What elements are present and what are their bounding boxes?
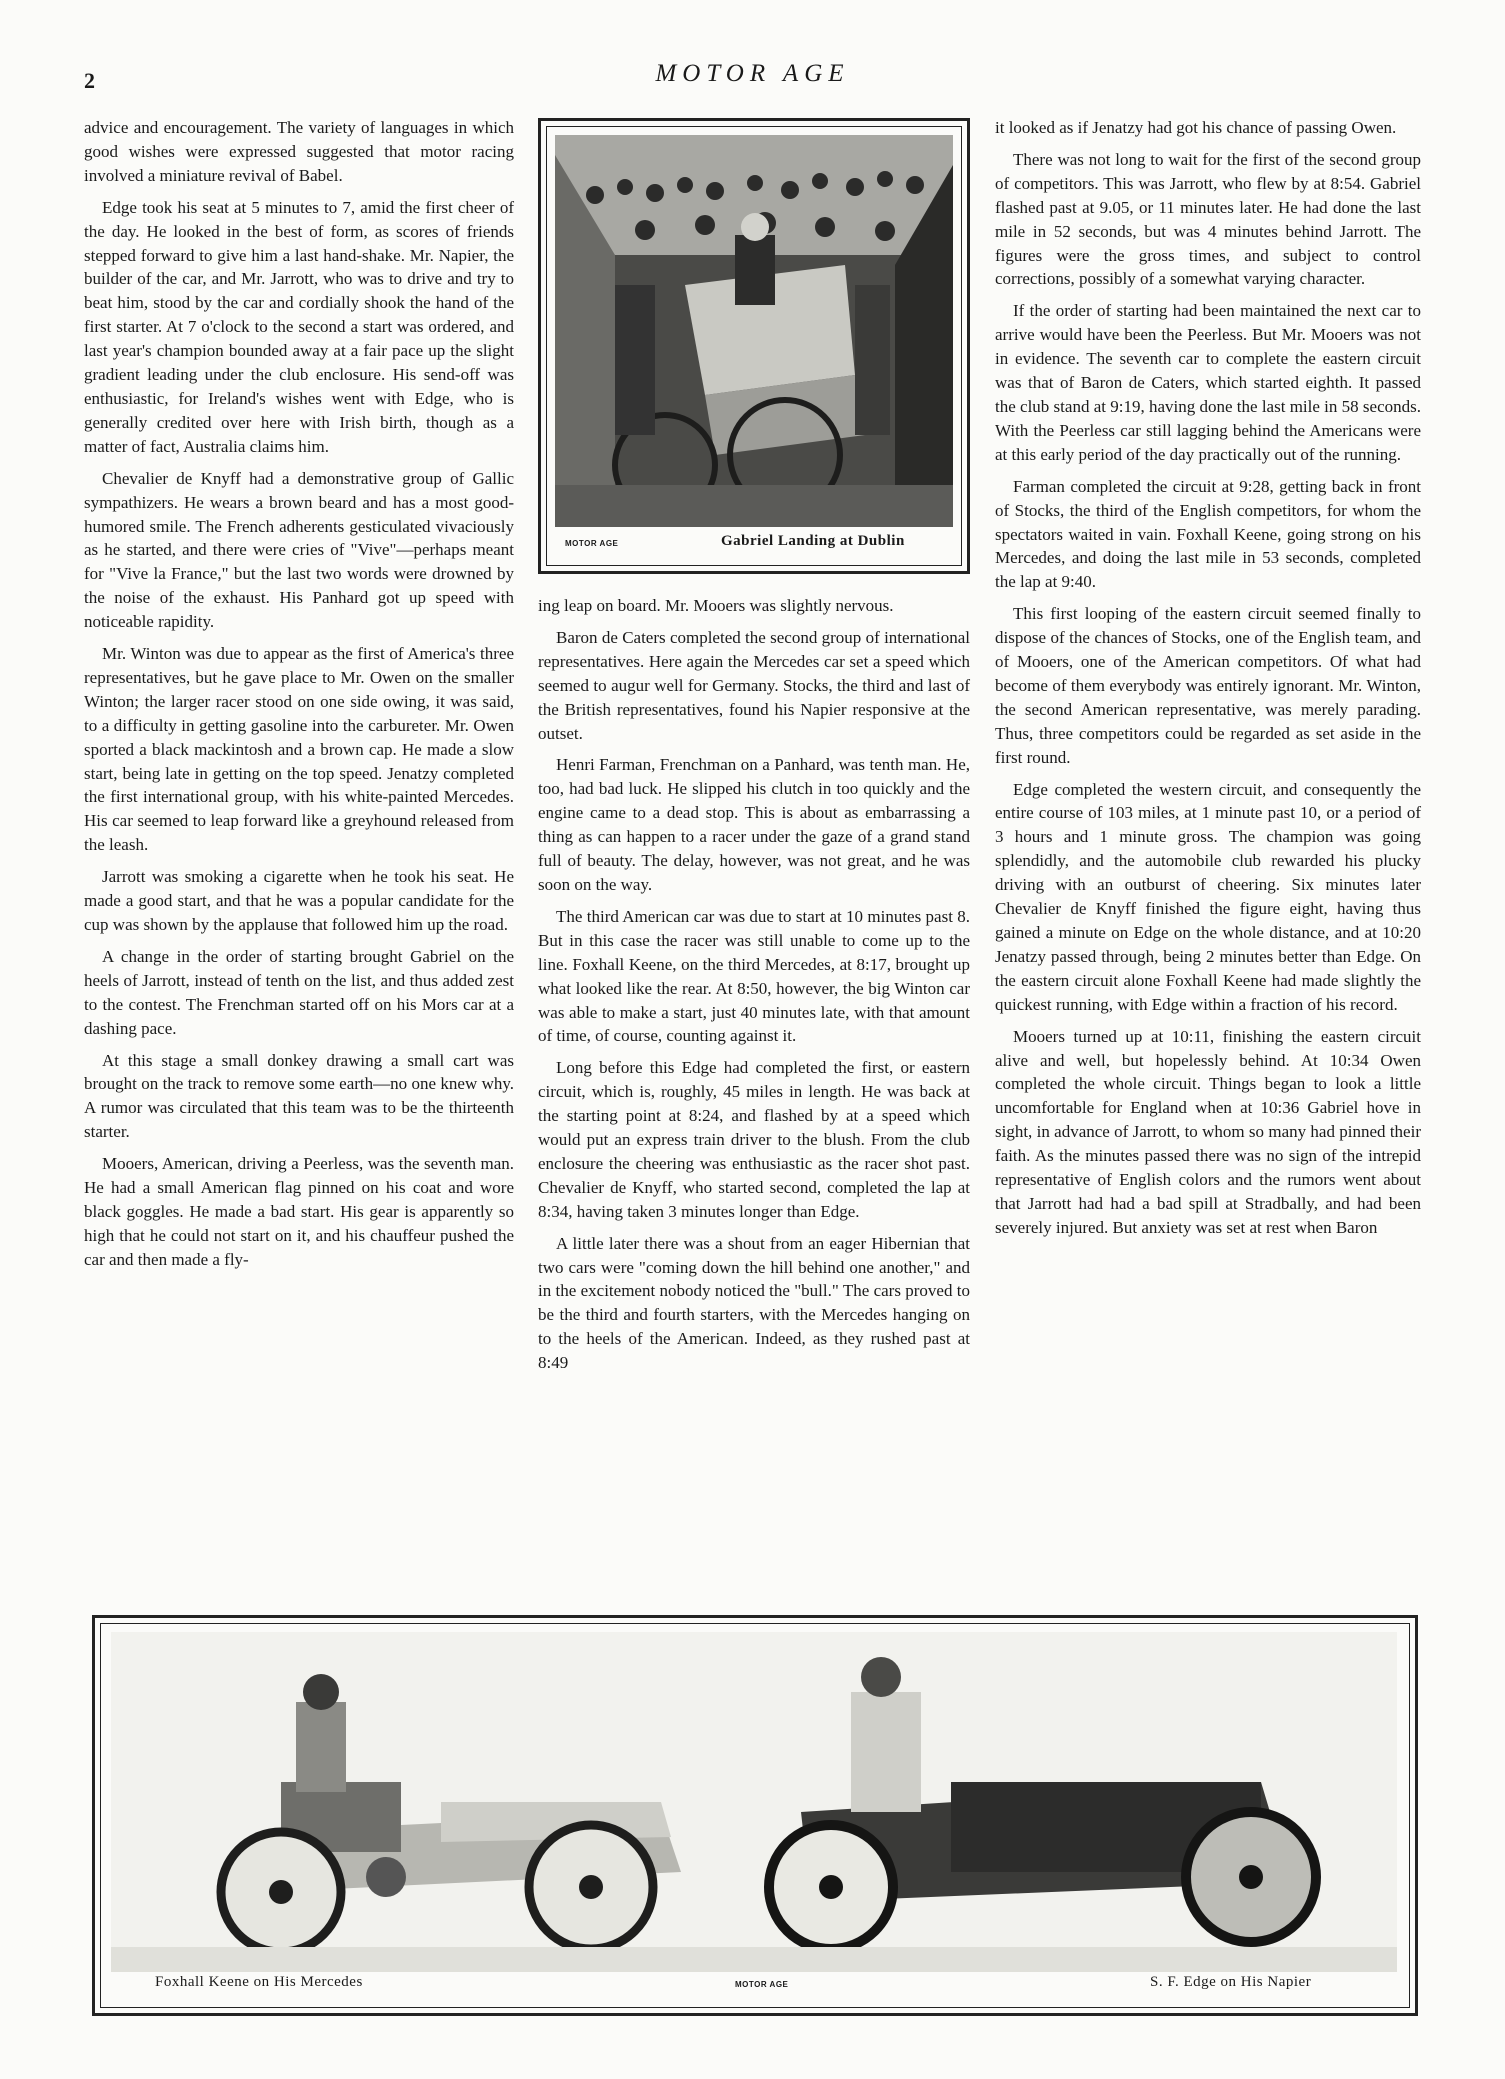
paragraph: At this stage a small donkey drawing a small cart was brought on the track to remove some earth—no one knew why. A rumor was circulated that this team was to be the thirteenth starter. — [84, 1050, 514, 1142]
paragraph: Mr. Winton was due to appear as the first of America's three representatives, but he gave place to Mr. Owen on the smaller Winton; the larger racer stood on one side owing, it was said, to a difficulty in getting gasoline into the carbureter. Mr. Owen sported a black mackintosh and a brown cap. He made a slow start, being late in getting on the top speed. Jenatzy completed the first international group, with his white-painted Mercedes. His car seemed to leap forward like a greyhound released from the leash. — [84, 644, 514, 855]
gabriel-landing-photo — [555, 135, 953, 527]
running-head: MOTOR AGE — [655, 60, 850, 87]
photo-credit: MOTOR AGE — [565, 539, 619, 548]
paragraph: it looked as if Jenatzy had got his chance of passing Owen. — [995, 118, 1397, 137]
photo-credit: MOTOR AGE — [735, 1980, 789, 1989]
paragraph: A change in the order of starting brought Gabriel on the heels of Jarrott, instead of tenth on the list, and thus added zest to the contest. The Frenchman started off on his Mors car at a dashing pace. — [84, 946, 514, 1038]
column-3 — [995, 116, 1421, 1248]
paragraph: Long before this Edge had completed the first, or eastern circuit, which is, roughly, 45 miles in length. He was back at the starting point at 8:24, and flashed by at a speed which would put an express train driver to the blush. From the club enclosure the cheering was enthusiastic as the racer shot past. Chevalier de Knyff, who started second, completed the lap at 8:34, having taken 3 minutes longer than Edge. — [538, 1058, 970, 1221]
paragraph: Mooers turned up at 10:11, finishing the eastern circuit alive and well, but hopelessly behind. At 10:34 Owen completed the whole circuit. Things began to look a little uncomfortable for England when at 10:36 Gabriel hove in sight, in advance of Jarrott, to whom so many had pinned their faith. As the minutes passed there was no sign of the intrepid representative of English colors and the rumors went about that Jarrott had had a bad spill at Stradbally, and had been severely injured. But anxiety was set at rest when Baron — [995, 1026, 1421, 1237]
paragraph: There was not long to wait for the first of the second group of competitors. This was Jarrott, who flew by at 8:54. Gabriel flashed past at 9.05, or 11 minutes later. He had done the last mile in 52 seconds, but was 4 minutes behind Jarrott. The figures were the gross times, and subject to control corrections, possibly of a somewhat varying character. — [995, 149, 1421, 289]
paragraph: Jarrott was smoking a cigarette when he took his seat. He made a good start, and that he was a popular candidate for the cup was shown by the applause that followed him up the road. — [84, 867, 514, 934]
paragraph: Mooers, American, driving a Peerless, was the seventh man. He had a small American flag pinned on his coat and wore black goggles. He made a bad start. His gear is apparently so high that he could not start on it, and his chauffeur pushed the car and then made a fly- — [84, 1154, 514, 1269]
paragraph: Edge completed the western circuit, and consequently the entire course of 103 miles, at 1 minute past 10, or a period of 3 hours and 1 minute gross. The champion was going splendidly, and the automobile club rewarded his plucky driving with an outburst of cheering. Six minutes later Chevalier de Knyff finished the figure eight, having thus gained a minute on Edge on the whole distance, and at 10:20 Jenatzy passed through, being 2 minutes better than Edge. On the eastern circuit alone Foxhall Keene had made slightly the quickest running, with Edge within a fraction of his record. — [995, 779, 1421, 1014]
paragraph: If the order of starting had been maintained the next car to arrive would have been the Peerless. But Mr. Mooers was not in evidence. The seventh car to complete the eastern circuit was that of Baron de Caters, which started eighth. It passed the club stand at 9:19, having done the last mile in 58 seconds. With the Peerless car still lagging behind the Americans were at this early period of the day practically out of the running. — [995, 301, 1421, 464]
paragraph: The third American car was due to start at 10 minutes past 8. But in this case the racer was still unable to come up to the line. Foxhall Keene, on the third Mercedes, at 8:17, brought up what looked like the rear. At 8:50, however, the big Winton car was able to make a start, just 40 minutes late, with that amount of time, of course, counting against it. — [538, 906, 970, 1046]
paragraph: ing leap on board. Mr. Mooers was slightly nervous. — [538, 596, 894, 615]
bottom-caption-left: Foxhall Keene on His Mercedes — [155, 1974, 363, 1990]
paragraph: advice and encouragement. The variety of languages in which good wishes were expressed suggested that motor racing involved a miniature revival of Babel. — [84, 118, 514, 185]
column-2 — [538, 594, 970, 1383]
page-number: 2 — [84, 68, 95, 93]
bottom-photo-frame — [92, 1615, 1418, 2016]
race-cars-photo — [111, 1632, 1397, 1972]
paragraph: Baron de Caters completed the second group of international representatives. Here again the Mercedes car set a speed which seemed to augur well for Germany. Stocks, the third and last of the British representatives, found his Napier responsive at the outset. — [538, 627, 970, 743]
paragraph: A little later there was a shout from an eager Hibernian that two cars were "coming down the hill behind one another," and in the excitement nobody noticed the "bull." The cars proved to be the third and fourth starters, with the Mercedes hanging on to the heels of the American. Indeed, as they rushed past at 8:49 — [538, 1233, 970, 1373]
paragraph: Farman completed the circuit at 9:28, getting back in front of Stocks, the third of the English competitors, for whom the spectators waited in vain. Foxhall Keene, going strong on his Mercedes, and doing the last mile in 53 seconds, completed the lap at 9:40. — [995, 476, 1421, 592]
paragraph: Chevalier de Knyff had a demonstrative group of Gallic sympathizers. He wears a brown beard and has a most good-humored smile. The French adherents gesticulated vivaciously as he started, and there were cries of "Vive"—perhaps meant for "Vive la France," but the last two words were drowned by the noise of the exhaust. His Panhard got up speed with noticeable rapidity. — [84, 468, 514, 632]
paragraph: Edge took his seat at 5 minutes to 7, amid the first cheer of the day. He looked in the best of form, as scores of friends stepped forward to give him a last hand-shake. Mr. Napier, the builder of the car, and Mr. Jarrott, who was to drive and try to beat him, stood by the car and cordially shook the hand of the first starter. At 7 o'clock to the second a start was ordered, and last year's champion bounded away at a fair pace up the slight gradient leading under the club enclosure. His send-off was enthusiastic, for Ireland's wishes went with Edge, who is generally credited over here with Irish birth, though as a matter of fact, Australia claims him. — [84, 197, 514, 456]
bottom-caption-right: S. F. Edge on His Napier — [1150, 1974, 1312, 1990]
top-photo-frame — [538, 118, 970, 574]
top-photo-caption: Gabriel Landing at Dublin — [721, 533, 905, 549]
column-1 — [84, 116, 514, 1280]
paragraph: Henri Farman, Frenchman on a Panhard, was tenth man. He, too, had bad luck. He slipped his clutch in too quickly and the engine came to a dead stop. This is about as embarrassing a thing as can happen to a racer under the gaze of a grand stand full of beauty. The delay, however, was not great, and he was soon on the way. — [538, 755, 970, 894]
paragraph: This first looping of the eastern circuit seemed finally to dispose of the chances of Stocks, one of the English team, and of Mooers, one of the American competitors. Of what had become of them everybody was entirely ignorant. Mr. Winton, the second American representative, was merely parading. Thus, three competitors could be regarded as set aside in the first round. — [995, 604, 1421, 767]
